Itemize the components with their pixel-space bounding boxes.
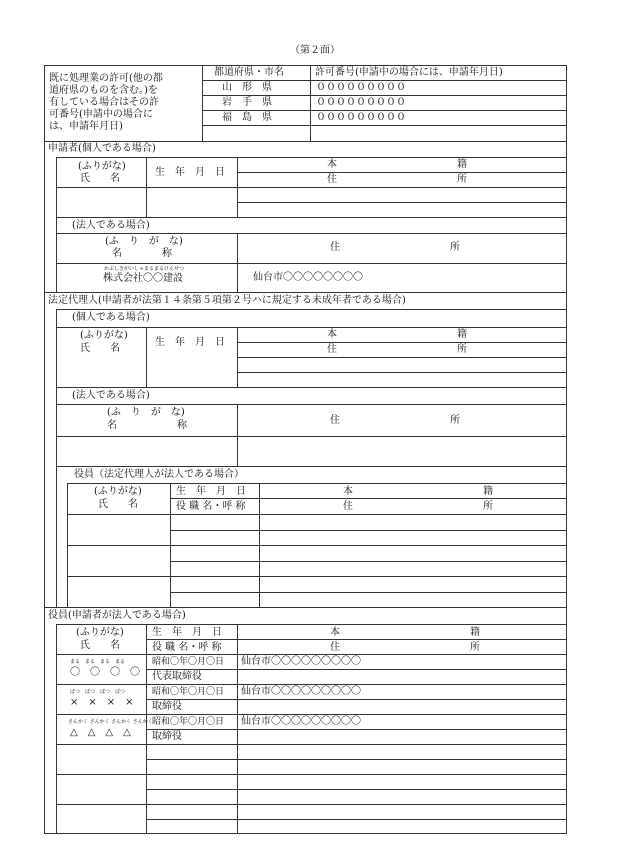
address-label: 住 所 <box>343 501 493 512</box>
corp-furigana-label: (ふ り が な) <box>105 236 183 247</box>
officer-role: 取締役 <box>152 701 182 712</box>
legal-rep-indiv-subtitle: (個人である場合) <box>72 312 150 323</box>
role-label: 役 職 名・呼 称 <box>176 501 246 512</box>
furigana-label: (ふりがな) <box>78 161 126 172</box>
corp-ruby: かぶしきがいしゃまるまるけんせつ <box>104 266 185 272</box>
permit-row-number: ０００００００００ <box>316 82 406 93</box>
permit-row-prefecture: 山 形 県 <box>222 82 272 93</box>
corp-entry-address: 仙台市〇〇〇〇〇〇〇〇 <box>253 272 363 283</box>
officer-name: × × × × <box>70 697 134 708</box>
name-label: 氏 名 <box>80 343 120 354</box>
officer-role: 代表取締役 <box>152 671 202 682</box>
officer-role: 取締役 <box>152 731 182 742</box>
legal-rep-corp-subtitle: (法人である場合) <box>72 390 150 401</box>
officer-ruby: さんかく さんかく さんかく さんかく <box>68 719 153 725</box>
prior-permits-caption-line: 既に処理業の許可(他の都 <box>49 73 163 84</box>
officers-title: 役員(申請者が法人である場合) <box>48 610 186 621</box>
permit-row-prefecture: 福 島 県 <box>222 112 272 123</box>
officer-address: 仙台市〇〇〇〇〇〇〇〇〇 <box>241 686 361 697</box>
name-label: 氏 名 <box>98 499 138 510</box>
legal-rep-officers-subtitle: 役員（法定代理人が法人である場合） <box>74 469 244 480</box>
corp-name-label: 名 称 <box>107 420 187 431</box>
corp-subtitle: (法人である場合) <box>72 220 150 231</box>
role-label: 役 職 名・呼 称 <box>152 642 222 653</box>
furigana-label: (ふりがな) <box>94 486 142 497</box>
prior-permits-caption-line: 可番号(申請中の場合に <box>49 109 153 120</box>
corp-furigana-label: (ふ り が な) <box>107 407 185 418</box>
permit-row-number: ０００００００００ <box>316 97 406 108</box>
address-label: 住 所 <box>330 642 480 653</box>
officer-address: 仙台市〇〇〇〇〇〇〇〇〇 <box>241 656 361 667</box>
prior-permits-caption-line: 道府県のものを含む。)を <box>49 85 158 96</box>
applicant-title: 申請者(個人である場合) <box>48 143 156 154</box>
furigana-label: (ふりがな) <box>80 330 128 341</box>
officer-ruby: まる まる まる まる <box>70 659 126 665</box>
corp-name-label: 名 称 <box>112 248 172 259</box>
corp-address-label: 住 所 <box>330 242 460 253</box>
dob-label: 生 年 月 日 <box>155 167 225 178</box>
prior-permits-caption-line: は、申請年月日) <box>49 121 123 132</box>
dob-label: 生 年 月 日 <box>152 627 222 638</box>
address-label: 住 所 <box>327 174 467 185</box>
col-header-permit-number: 許可番号(申請中の場合には、申請年月日) <box>315 67 503 78</box>
officer-dob: 昭和〇年〇月〇日 <box>152 717 225 727</box>
col-header-prefecture: 都道府県・市名 <box>214 67 284 78</box>
permit-row-prefecture: 岩 手 県 <box>222 97 272 108</box>
officer-name: 〇 〇 〇 〇 <box>70 667 140 678</box>
name-label: 氏 名 <box>80 173 120 184</box>
honseki-label: 本 籍 <box>330 627 480 638</box>
furigana-label: (ふりがな) <box>76 627 124 638</box>
prior-permits-caption-line: 有している場合はその許 <box>49 97 159 108</box>
legal-rep-title: 法定代理人(申請者が法第１４条第５項第２号ハに規定する未成年者である場合) <box>48 295 406 306</box>
officer-ruby: ばつ ばつ ばつ ばつ <box>70 689 126 695</box>
officer-dob: 昭和〇年〇月〇日 <box>152 687 225 697</box>
officer-dob: 昭和〇年〇月〇日 <box>152 657 225 667</box>
dob-label: 生 年 月 日 <box>176 486 246 497</box>
officer-address: 仙台市〇〇〇〇〇〇〇〇〇 <box>241 716 361 727</box>
dob-label: 生 年 月 日 <box>155 337 225 348</box>
name-label: 氏 名 <box>80 640 120 651</box>
page-label: （第２面） <box>290 45 340 56</box>
honseki-label: 本 籍 <box>327 159 467 170</box>
corp-address-label: 住 所 <box>330 415 460 426</box>
honseki-label: 本 籍 <box>343 486 493 497</box>
address-label: 住 所 <box>327 344 467 355</box>
corp-entry-name: 株式会社〇〇建設 <box>103 273 183 284</box>
officer-name: △ △ △ △ <box>70 727 131 738</box>
honseki-label: 本 籍 <box>327 329 467 340</box>
permit-row-number: ０００００００００ <box>316 112 406 123</box>
